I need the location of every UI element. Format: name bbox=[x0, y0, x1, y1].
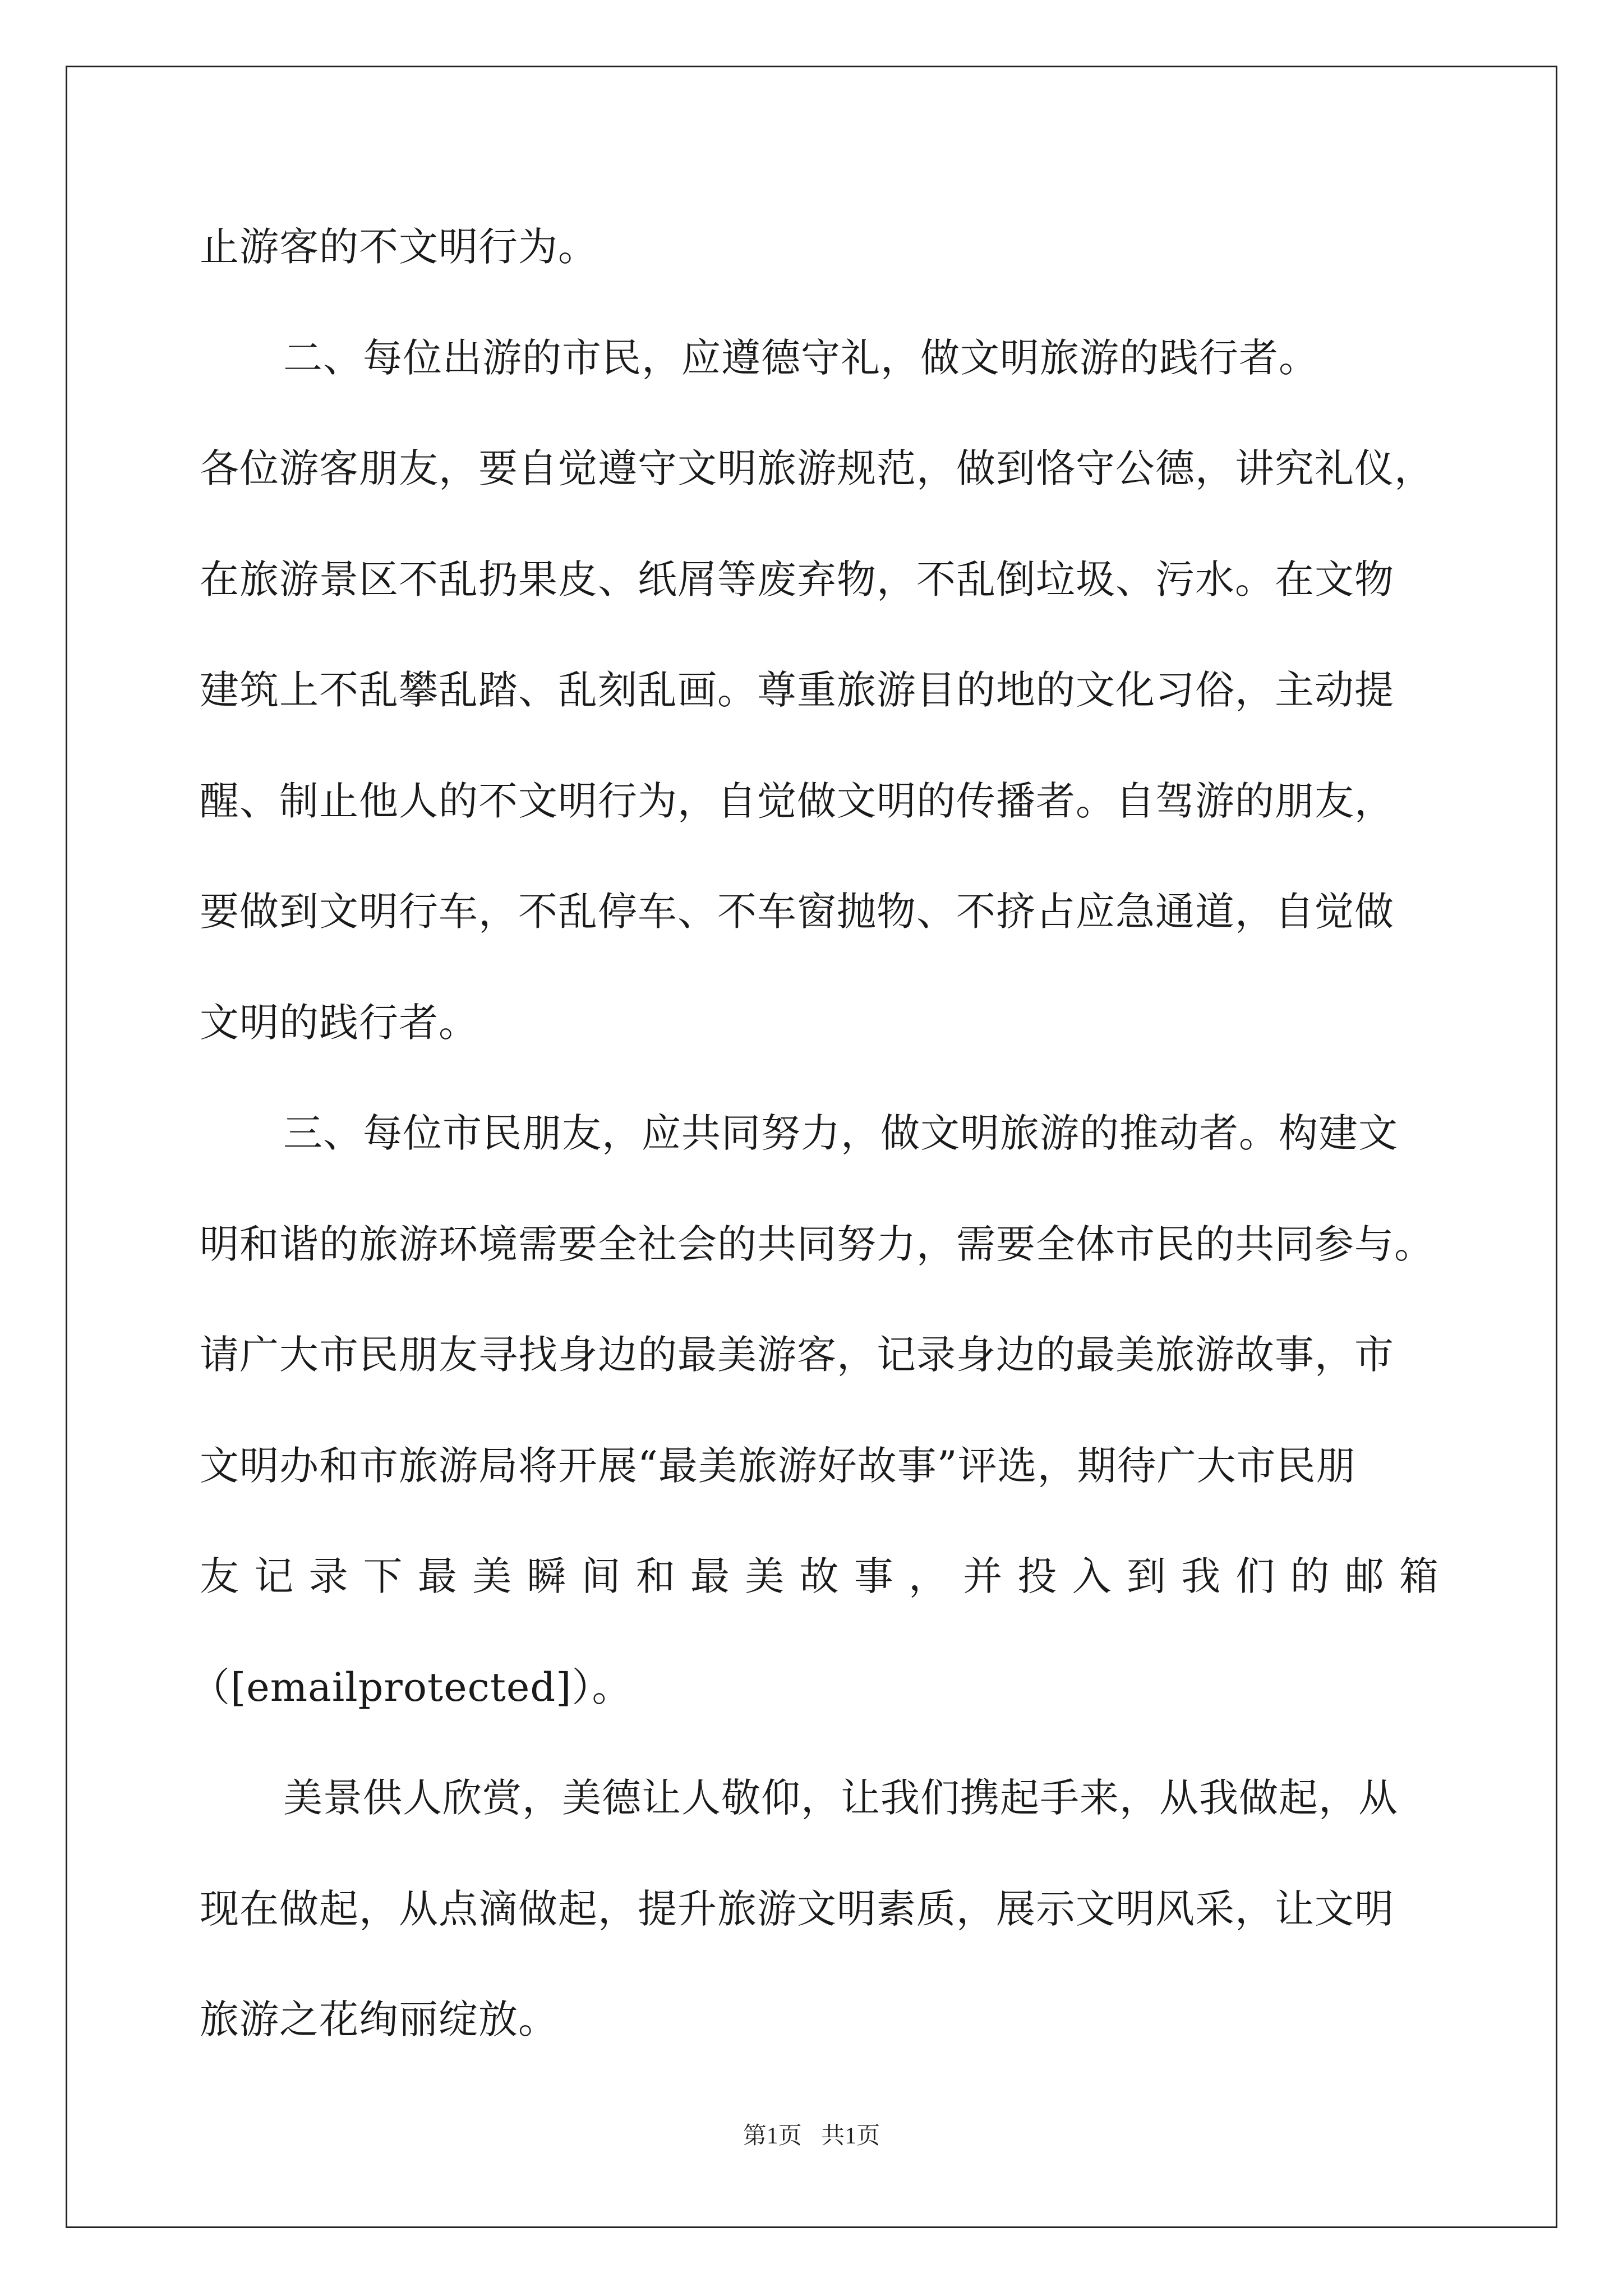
text-line-justified: 友记录下最美瞬间和最美故事，并投入到我们的邮箱 bbox=[200, 1553, 1439, 1599]
page-footer bbox=[0, 2119, 1623, 2153]
page-total: 共1页 bbox=[821, 2123, 880, 2149]
text-line: 请广大市民朋友寻找身边的最美游客，记录身边的最美旅游故事，市 bbox=[200, 1332, 1394, 1378]
text-line: 止游客的不文明行为。 bbox=[200, 224, 598, 270]
page-number: 第1页 bbox=[743, 2123, 802, 2149]
text-line: 文明办和市旅游局将开展“最美旅游好故事”评选，期待广大市民朋 bbox=[200, 1443, 1356, 1489]
text-line: 旅游之花绚丽绽放。 bbox=[200, 1996, 558, 2042]
text-line: 醒、制止他人的不文明行为，自觉做文明的传播者。自驾游的朋友， bbox=[200, 778, 1394, 824]
text-line: 各位游客朋友，要自觉遵守文明旅游规范，做到恪守公德，讲究礼仪， bbox=[200, 445, 1434, 491]
paragraph-4-line: 美景供人欣赏，美德让人敬仰，让我们携起手来，从我做起，从 bbox=[283, 1775, 1398, 1821]
paragraph-2-line: 二、每位出游的市民，应遵德守礼，做文明旅游的践行者。 bbox=[283, 335, 1318, 381]
email-line: （[emailprotected]）。 bbox=[191, 1664, 632, 1710]
paragraph-3-line: 三、每位市民朋友，应共同努力，做文明旅游的推动者。构建文 bbox=[283, 1110, 1398, 1156]
text-line: 文明的践行者。 bbox=[200, 1000, 478, 1046]
text-line: 在旅游景区不乱扔果皮、纸屑等废弃物，不乱倒垃圾、污水。在文物 bbox=[200, 556, 1394, 602]
text-line: 要做到文明行车，不乱停车、不车窗抛物、不挤占应急通道，自觉做 bbox=[200, 889, 1394, 935]
text-line: 建筑上不乱攀乱踏、乱刻乱画。尊重旅游目的地的文化习俗，主动提 bbox=[200, 667, 1394, 713]
text-line: 明和谐的旅游环境需要全社会的共同努力，需要全体市民的共同参与。 bbox=[200, 1221, 1434, 1267]
text-line: 现在做起，从点滴做起，提升旅游文明素质，展示文明风采，让文明 bbox=[200, 1886, 1394, 1932]
